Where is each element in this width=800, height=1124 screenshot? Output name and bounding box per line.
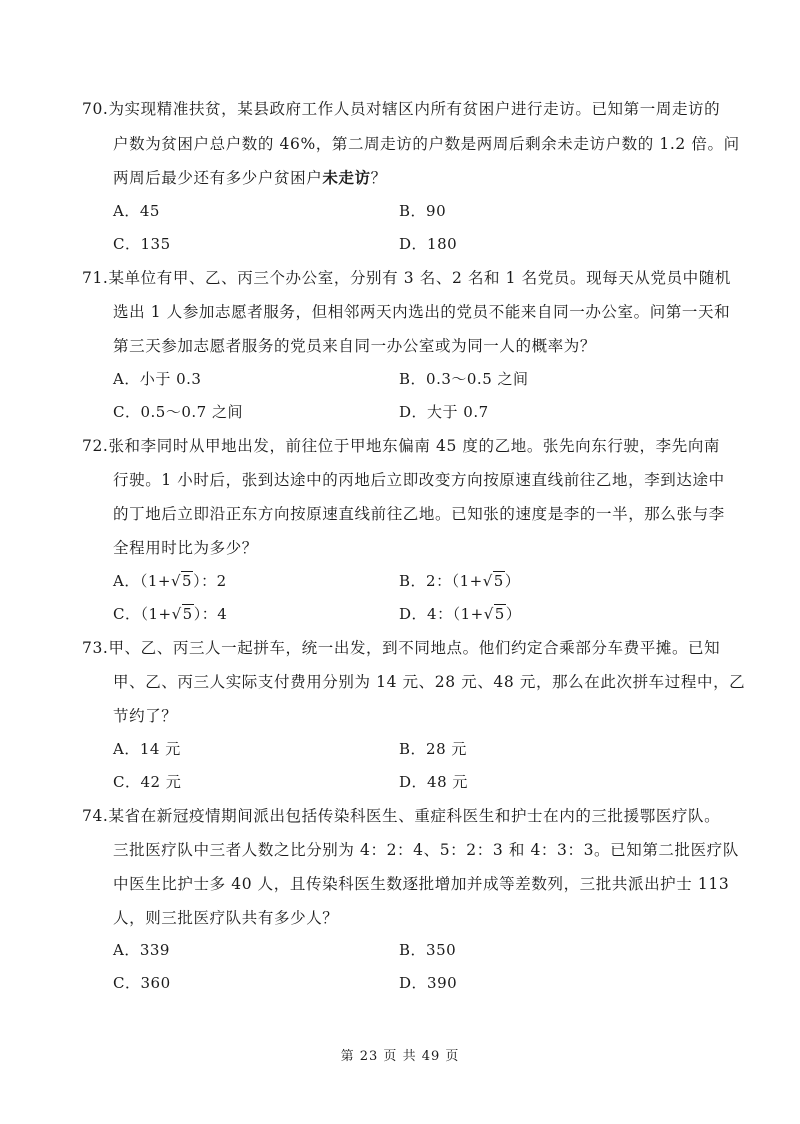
sqrt-five: √5 bbox=[170, 572, 193, 590]
question-72-line-1: 72.张和李同时从甲地出发，前往位于甲地东偏南 45 度的乙地。张先向东行驶，李先向南 bbox=[82, 437, 721, 455]
option-c[interactable]: C．135 bbox=[113, 235, 171, 253]
question-number: 72. bbox=[82, 437, 109, 455]
option-c[interactable]: C．42 元 bbox=[113, 773, 182, 791]
option-d[interactable]: D．180 bbox=[399, 235, 458, 253]
question-71-line-3: 第三天参加志愿者服务的党员来自同一办公室或为同一人的概率为？ bbox=[113, 337, 597, 355]
question-73-line-2: 甲、乙、丙三人实际支付费用分别为 14 元、28 元、48 元，那么在此次拼车过程中，乙 bbox=[113, 673, 746, 691]
option-b[interactable]: B．0.3～0.5 之间 bbox=[399, 370, 529, 388]
question-72-line-4: 全程用时比为多少？ bbox=[113, 539, 258, 557]
question-number: 71. bbox=[82, 269, 109, 287]
option-d[interactable]: D．48 元 bbox=[399, 773, 468, 791]
question-70-line-3: 两周后最少还有多少户贫困户未走访？ bbox=[113, 168, 387, 187]
option-a[interactable]: A．小于 0.3 bbox=[113, 370, 202, 388]
option-b[interactable]: B．350 bbox=[399, 941, 457, 959]
option-c[interactable]: C．（1+√5）：4 bbox=[113, 605, 228, 623]
option-b[interactable]: B．90 bbox=[399, 202, 447, 220]
option-d[interactable]: D．390 bbox=[399, 974, 458, 992]
question-70-line-2: 户数为贫困户总户数的 46%，第二周走访的户数是两周后剩余未走访户数的 1.2 倍。问 bbox=[113, 135, 740, 153]
question-73-line-1: 73.甲、乙、丙三人一起拼车，统一出发，到不同地点。他们约定合乘部分车费平摊。已知 bbox=[82, 639, 721, 657]
option-d[interactable]: D．大于 0.7 bbox=[399, 403, 489, 421]
question-74-line-1: 74.某省在新冠疫情期间派出包括传染科医生、重症科医生和护士在内的三批援鄂医疗队。 bbox=[82, 807, 721, 825]
option-d[interactable]: D．4：（1+√5） bbox=[399, 605, 522, 623]
question-72-line-3: 的丁地后立即沿正东方向按原速直线前往乙地。已知张的速度是李的一半，那么张与李 bbox=[113, 505, 725, 523]
option-a[interactable]: A．（1+√5）：2 bbox=[113, 572, 227, 590]
question-70-line-1: 70.为实现精准扶贫，某县政府工作人员对辖区内所有贫困户进行走访。已知第一周走访的 bbox=[82, 100, 721, 118]
option-c[interactable]: C．0.5～0.7 之间 bbox=[113, 403, 243, 421]
option-b[interactable]: B．28 元 bbox=[399, 740, 467, 758]
question-74-line-3: 中医生比护士多 40 人，且传染科医生数逐批增加并成等差数列，三批共派出护士 113 bbox=[113, 875, 730, 893]
sqrt-five: √5 bbox=[482, 572, 504, 590]
sqrt-five: √5 bbox=[483, 605, 505, 623]
option-a[interactable]: A．339 bbox=[113, 941, 170, 959]
question-72-line-2: 行驶。1 小时后，张到达途中的丙地后立即改变方向按原速直线前往乙地，李到达途中 bbox=[113, 471, 725, 489]
question-number: 70. bbox=[82, 100, 109, 118]
option-a[interactable]: A．14 元 bbox=[113, 740, 181, 758]
option-a[interactable]: A．45 bbox=[113, 202, 160, 220]
question-71-line-1: 71.某单位有甲、乙、丙三个办公室，分别有 3 名、2 名和 1 名党员。现每天从党员中随机 bbox=[82, 269, 731, 287]
option-b[interactable]: B．2：（1+√5） bbox=[399, 572, 521, 590]
question-74-line-4: 人，则三批医疗队共有多少人？ bbox=[113, 909, 339, 927]
question-74-line-2: 三批医疗队中三者人数之比分别为 4：2：4、5：2：3 和 4：3：3。已知第二批医疗队 bbox=[113, 841, 739, 859]
emphasis-text: 未走访 bbox=[322, 168, 371, 187]
page-footer: 第 23 页 共 49 页 bbox=[340, 1049, 460, 1064]
option-c[interactable]: C．360 bbox=[113, 974, 171, 992]
question-73-line-3: 节约了？ bbox=[113, 707, 178, 725]
question-number: 73. bbox=[82, 639, 109, 657]
question-71-line-2: 选出 1 人参加志愿者服务，但相邻两天内选出的党员不能来自同一办公室。问第一天和 bbox=[113, 303, 731, 321]
question-number: 74. bbox=[82, 807, 109, 825]
sqrt-five: √5 bbox=[171, 605, 193, 623]
